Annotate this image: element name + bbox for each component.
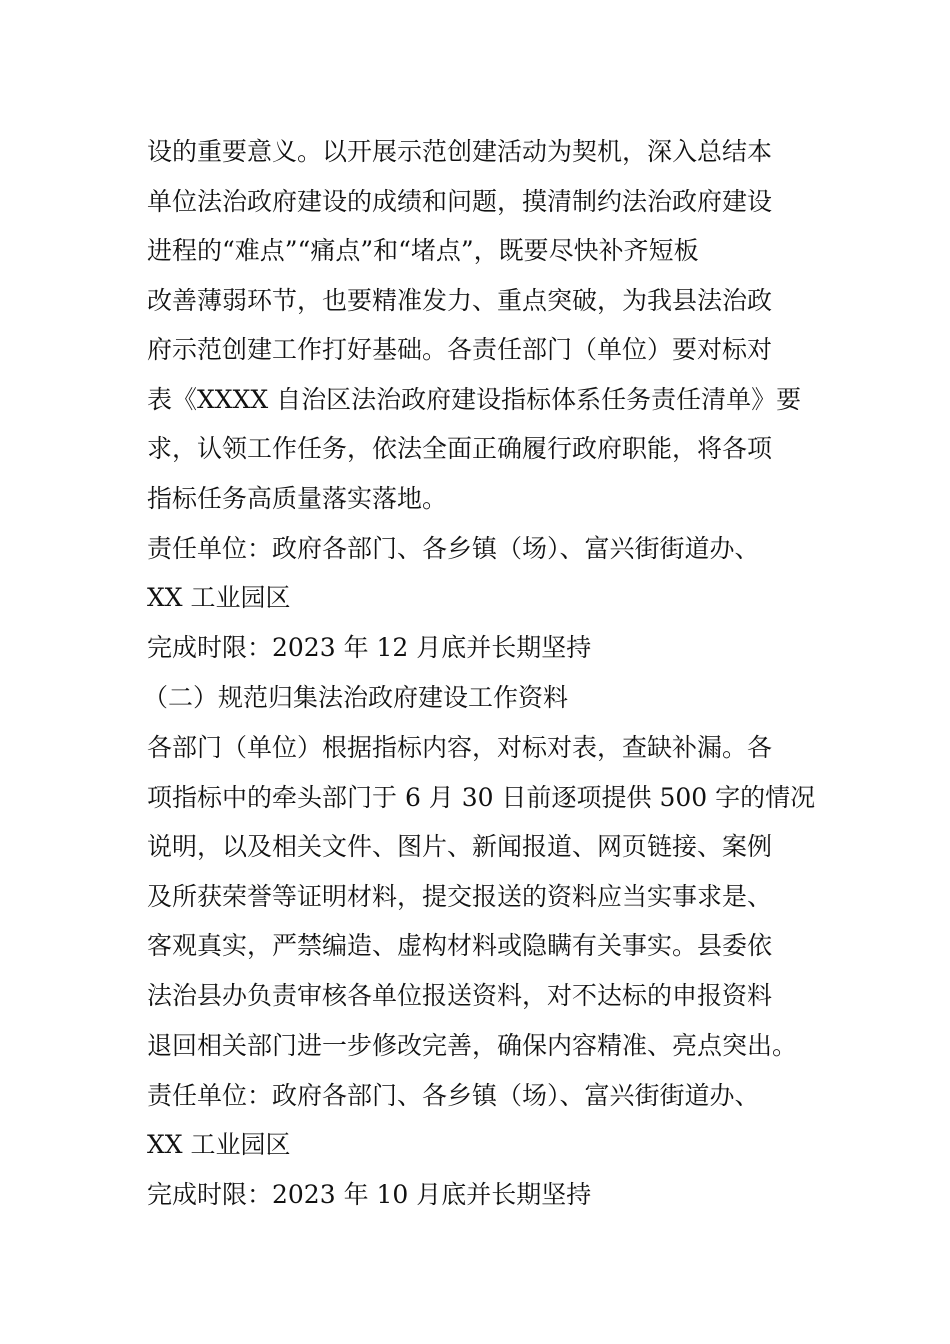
paragraph-2-line-5: 客观真实，严禁编造、虚构材料或隐瞒有关事实。县委依 (147, 931, 773, 960)
paragraph-1-line-1: 设的重要意义。以开展示范创建活动为契机，深入总结本 (147, 137, 773, 166)
deadline-2: 完成时限：2023 年 10 月底并长期坚持 (147, 1180, 592, 1209)
responsibility-1-line-2: XX 工业园区 (147, 583, 291, 612)
paragraph-2-line-1: 各部门（单位）根据指标内容，对标对表，查缺补漏。各 (147, 733, 773, 762)
paragraph-1-line-2: 单位法治政府建设的成绩和问题，摸清制约法治政府建设 (147, 187, 773, 216)
paragraph-2-line-2: 项指标中的牵头部门于 6 月 30 日前逐项提供 500 字的情况 (147, 783, 816, 812)
deadline-1: 完成时限：2023 年 12 月底并长期坚持 (147, 633, 592, 662)
paragraph-2-line-3: 说明，以及相关文件、图片、新闻报道、网页链接、案例 (147, 832, 773, 861)
paragraph-2-line-7: 退回相关部门进一步修改完善，确保内容精准、亮点突出。 (147, 1031, 798, 1060)
paragraph-1-line-6: 表《XXXX 自治区法治政府建设指标体系任务责任清单》要 (147, 385, 802, 414)
responsibility-1-line-1: 责任单位：政府各部门、各乡镇（场）、富兴街街道办、 (147, 534, 760, 563)
responsibility-2-line-1: 责任单位：政府各部门、各乡镇（场）、富兴街街道办、 (147, 1081, 760, 1110)
paragraph-2-line-6: 法治县办负责审核各单位报送资料，对不达标的申报资料 (147, 981, 773, 1010)
responsibility-2-line-2: XX 工业园区 (147, 1130, 291, 1159)
paragraph-2-line-4: 及所获荣誉等证明材料，提交报送的资料应当实事求是、 (147, 882, 773, 911)
paragraph-1-line-7: 求，认领工作任务，依法全面正确履行政府职能，将各项 (147, 434, 773, 463)
paragraph-1-line-4: 改善薄弱环节，也要精准发力、重点突破，为我县法治政 (147, 286, 773, 315)
paragraph-1-line-5: 府示范创建工作打好基础。各责任部门（单位）要对标对 (147, 335, 773, 364)
paragraph-1-line-8: 指标任务高质量落实落地。 (147, 484, 448, 513)
paragraph-1-line-3: 进程的“难点”“痛点”和“堵点”，既要尽快补齐短板 (147, 236, 699, 265)
section-heading-2: （二）规范归集法治政府建设工作资料 (143, 683, 569, 712)
